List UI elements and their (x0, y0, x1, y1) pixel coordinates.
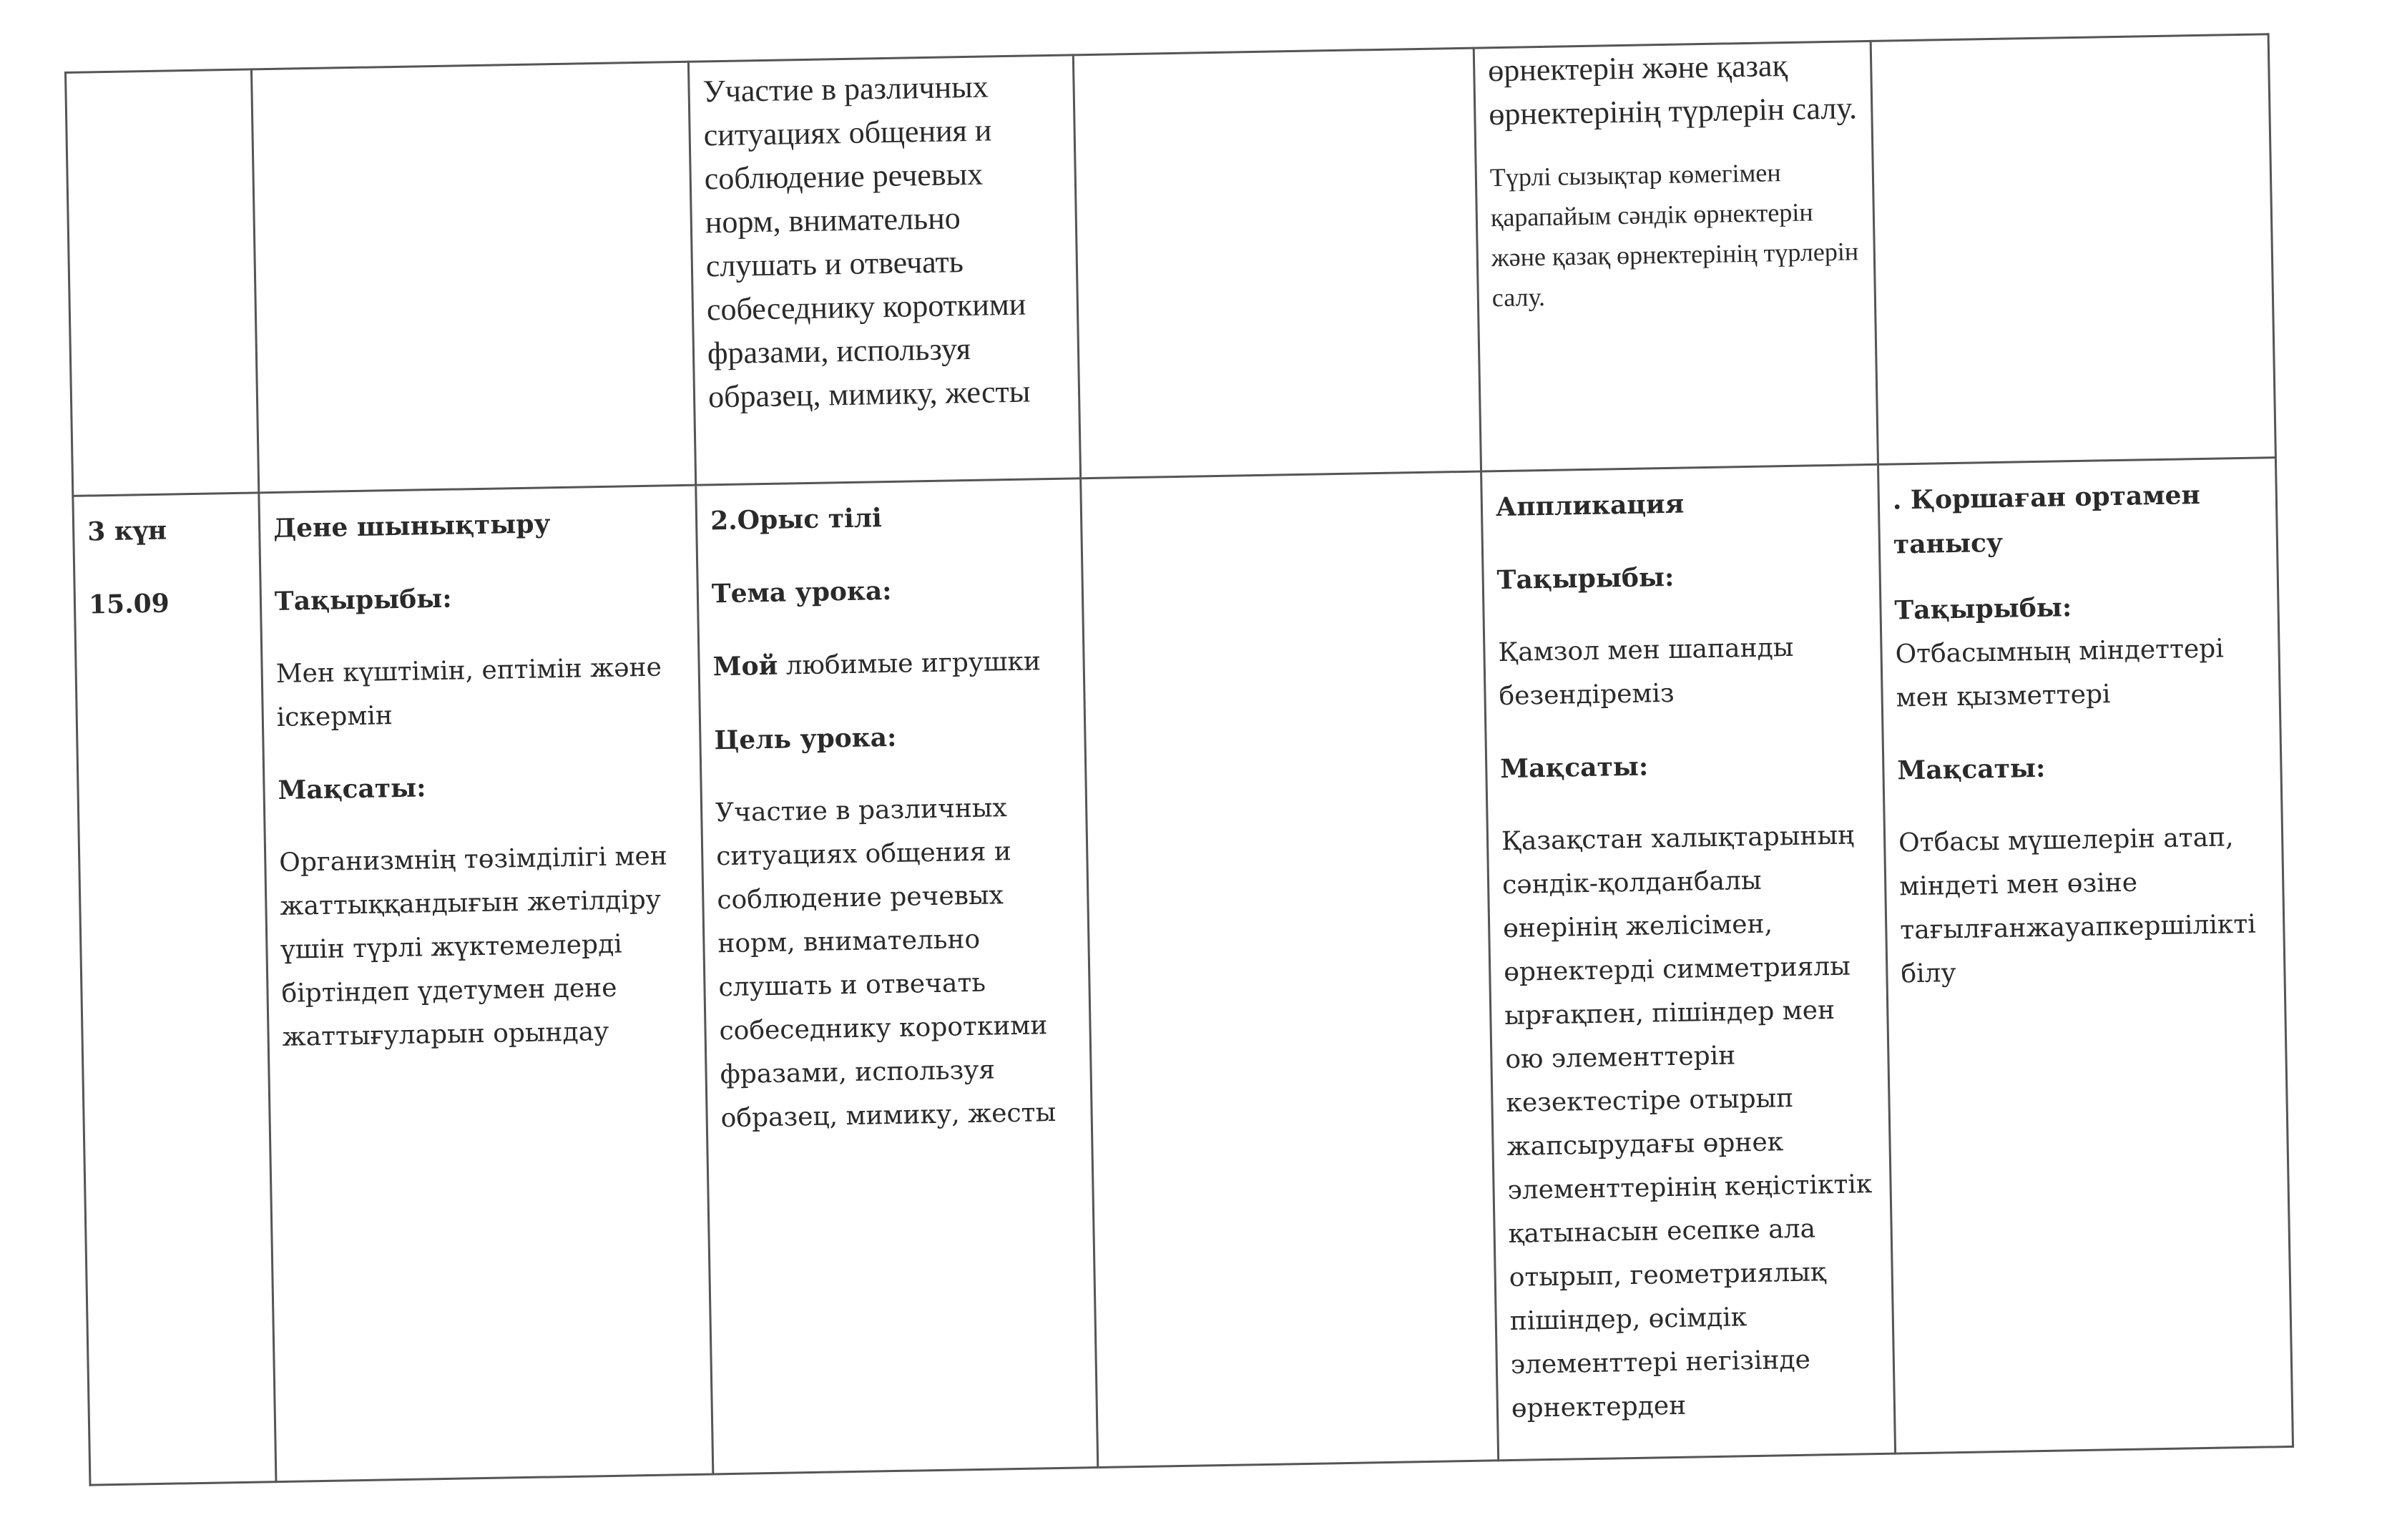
goal-label: Мақсаты: (1499, 751, 1649, 785)
topic-text: Отбасымның міндеттері мен қызметтері (1895, 634, 2225, 713)
schedule-page (64, 33, 2291, 1462)
goal-label: Мақсаты: (278, 773, 426, 805)
lesson-cell (1871, 34, 2275, 465)
topic-label: Тақырыбы: (1496, 561, 1675, 596)
lesson-cell (1073, 48, 1481, 479)
lesson-cell (696, 479, 1098, 1474)
topic-text (712, 639, 1073, 690)
goal-text: Участие в различных ситуациях общения и соблюдение речевых норм, внимательно слушать и отвечать собеседнику короткими фразами, используя образец, мимику, жесты (715, 793, 1057, 1134)
topic-rest: любимые игрушки (777, 647, 1041, 681)
lesson-goal-text: Участие в различных ситуациях общения и соблюдение речевых норм, внимательно слушать и отвечать собеседнику короткими фразами, используя образец, мимику, жесты (702, 69, 1031, 415)
day-label: 3 күн (87, 515, 167, 547)
table-row (66, 34, 2276, 496)
lesson-cell (251, 62, 695, 493)
day-cell (66, 69, 259, 496)
lesson-goal-text: өрнектерін және қазақ өрнектерінің түрлерін салу. (1487, 47, 1858, 132)
lesson-cell (1481, 464, 1896, 1460)
topic-bold: Мой (712, 650, 778, 682)
lesson-plan-table (64, 33, 2294, 1486)
lesson-cell (259, 485, 713, 1481)
topic-label: Тема урока: (711, 575, 892, 609)
day-cell (73, 493, 276, 1485)
lesson-cell (1081, 471, 1499, 1468)
table-row (73, 458, 2293, 1486)
goal-text: Қазақстан халықтарының сәндік-қолданбалы өнерінің желісімен, өрнектерді симметриялы ырғақпен, пішіндер мен ою элементтерін кезектестіре отырып жапсырудағы өрнек элементтерінің кеңістіктік қатынасын есепке ала отырып, геометриялық пішіндер, өсімдік элементтері негізінде өрнектерден (1501, 820, 1873, 1423)
goal-label: Мақсаты: (1897, 752, 2046, 786)
goal-text: Отбасы мүшелерін атап, міндеті мен өзіне тағылғанжауапкершілікті білу (1898, 823, 2257, 989)
lesson-cell (688, 55, 1080, 485)
subject-title: Аппликация (1495, 489, 1685, 523)
subject-title: . Қоршаған ортамен танысу (1892, 479, 2201, 560)
goal-text: Организмнің төзімділігі мен жаттыққандығын жетілдіру үшін түрлі жүктемелерді біртіндеп үдетумен дене жаттығуларын орындау (278, 841, 668, 1052)
lesson-cell (1878, 458, 2293, 1453)
topic-text: Қамзол мен шапанды безендіреміз (1498, 632, 1794, 712)
topic-label: Тақырыбы: (1894, 592, 2072, 626)
topic-label: Тақырыбы: (274, 583, 452, 617)
lesson-goal-text: Түрлі сызықтар көмегімен қарапайым сәндік өрнектерін және қазақ өрнектерінің түрлерін салу. (1489, 158, 1859, 313)
subject-title: Дене шынықтыру (273, 509, 551, 544)
goal-label: Цель урока: (714, 722, 897, 756)
lesson-cell (1474, 41, 1878, 471)
topic-text: Мен күштімін, ептімін және іскермін (275, 652, 662, 732)
date-label: 15.09 (88, 588, 170, 620)
subject-title: 2.Орыс тілі (710, 503, 883, 536)
